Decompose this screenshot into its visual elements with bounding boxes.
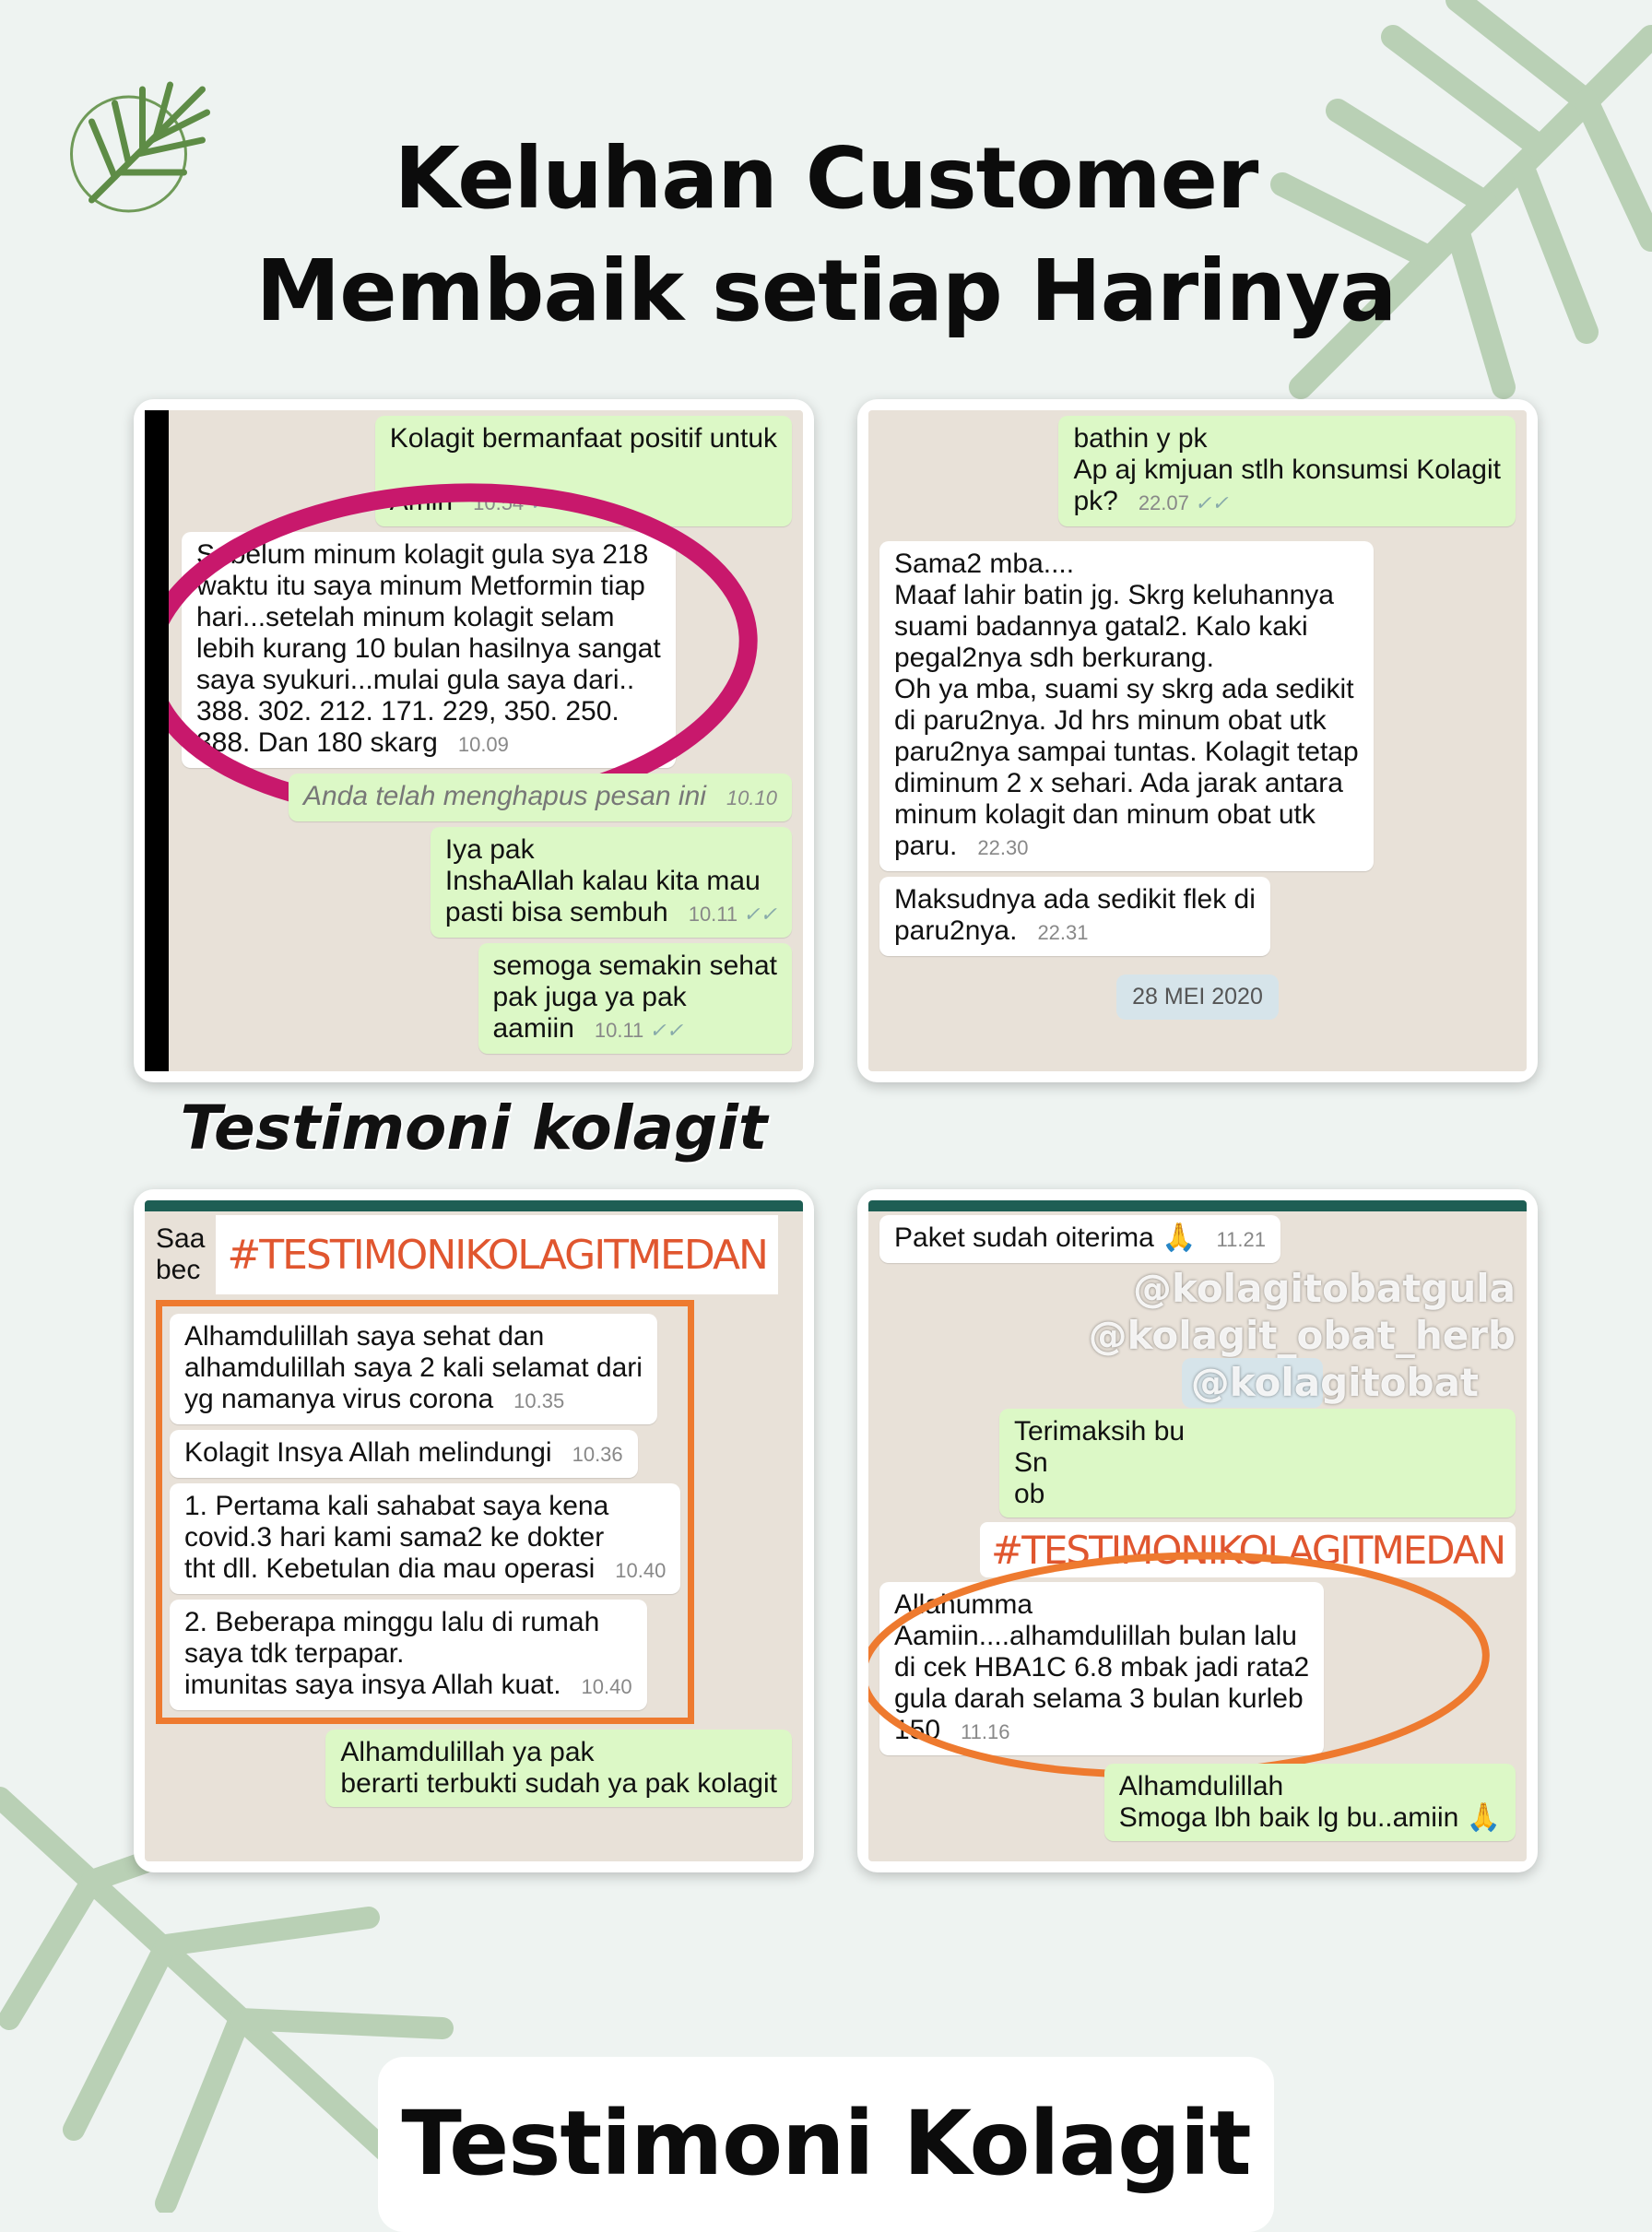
testimonial-screenshot-1 [134, 399, 814, 1082]
chat-bubble: Iya pak InshaAllah kalau kita mau pasti bisa sembuh 10.11 ✓✓ [431, 827, 792, 938]
watermark-row [1191, 1362, 1479, 1404]
chat-bubble: Paket sudah oiterima 🙏 11.21 [879, 1215, 1280, 1263]
chat-bubble: Alhamdulillah ya pak berarti terbukti sudah ya pak kolagit [325, 1730, 792, 1807]
orange-rectangle-highlight [156, 1300, 694, 1724]
chat-bubble: Allahumma Aamiin....alhamdulillah bulan lalu di cek HBA1C 6.8 mbak jadi rata2 gula darah selama 3 bulan kurleb 150 11.16 [879, 1582, 1324, 1755]
chat-area [868, 410, 1527, 1071]
footer-label: Testimoni Kolagit [401, 2092, 1251, 2195]
pink-circle-highlight [145, 486, 772, 818]
chat-bubble: Alhamdulillah Smoga lbh baik lg bu..amiin 🙏 [1104, 1764, 1516, 1841]
orange-circle-highlight [868, 1554, 1497, 1776]
hashtag-label: #TESTIMONIKOLAGITMEDAN [980, 1522, 1516, 1577]
chat-bubble: Anda telah menghapus pesan ini 10.10 [289, 774, 792, 821]
chat-bubble: Kolagit Insya Allah melindungi 10.36 [170, 1430, 638, 1478]
page-title-line2: Membaik setiap Harinya [255, 242, 1397, 340]
footer-label-box [378, 2057, 1274, 2232]
partial-text: Saa bec [156, 1223, 206, 1285]
chat-bubble: Terimaksih bu Sn ob [999, 1409, 1516, 1518]
chat-bubble: bathin y pk Ap aj kmjuan stlh konsumsi Kolagit pk? 22.07 ✓✓ [1058, 416, 1516, 526]
highlighted-message [879, 1582, 1324, 1755]
hashtag-label: #TESTIMONIKOLAGITMEDAN [216, 1215, 778, 1294]
chat-bubble: Sama2 mba.... Maaf lahir batin jg. Skrg keluhannya suami badannya gatal2. Kalo kaki pegal2nya sdh berkurang. Oh ya mba, suami sy skrg ada sedikit di paru2nya. Jd hrs minum obat utk paru2nya sampai tuntas. Kolagit tetap diminum 2 x sehari. Ada jarak antara minum kolagit dan minum obat utk paru. 22.30 [879, 541, 1374, 871]
chat-area [868, 1200, 1527, 1861]
chat-bubble: Kolagit bermanfaat positif untuk Amin 10.54 ✓✓ [375, 416, 792, 526]
chat-header-bar [868, 1200, 1527, 1211]
chat-bubble: Sebelum minum kolagit gula sya 218 waktu itu saya minum Metformin tiap hari...setelah minum kolagit selam lebih kurang 10 bulan hasilnya sangat saya syukuri...mulai gula saya dari.. 388. 302. 212. 171. 229, 350. 250. 388. Dan 180 skarg 10.09 [182, 532, 676, 768]
chat-bubble: 1. Pertama kali sahabat saya kena covid.3 hari kami sama2 ke dokter tht dll. Kebetulan dia mau operasi 10.40 [170, 1483, 680, 1594]
instagram-watermark: @kolagitobat [1190, 1360, 1479, 1405]
chat-bubble: Alhamdulillah saya sehat dan alhamdulillah saya 2 kali selamat dari yg namanya virus corona 10.35 [170, 1314, 657, 1424]
testimonial-screenshot-4 [857, 1189, 1538, 1872]
chat-area [145, 1200, 803, 1861]
chat-area [145, 410, 803, 1071]
hashtag-row [156, 1215, 792, 1294]
page-title-line1: Keluhan Customer [394, 129, 1258, 228]
chat-header-bar [145, 1200, 803, 1211]
testimoni-kolagit-watermark: Testimoni kolagit [180, 1092, 768, 1163]
highlighted-message [182, 532, 676, 768]
testimonial-screenshot-2 [857, 399, 1538, 1082]
date-chip: 28 MEI 2020 [1116, 974, 1279, 1020]
testimonial-screenshot-3 [134, 1189, 814, 1872]
black-side-bar [145, 410, 169, 1071]
chat-bubble: 2. Beberapa minggu lalu di rumah saya tdk terpapar. imunitas saya insya Allah kuat. 10.40 [170, 1600, 647, 1710]
chat-bubble: semoga semakin sehat pak juga ya pak aamiin 10.11 ✓✓ [478, 943, 793, 1054]
instagram-watermark: @kolagitobatgula [1133, 1266, 1516, 1311]
chat-bubble: Maksudnya ada sedikit flek di paru2nya. 22.31 [879, 877, 1270, 956]
instagram-watermark: @kolagit_obat_herb [1088, 1313, 1516, 1358]
